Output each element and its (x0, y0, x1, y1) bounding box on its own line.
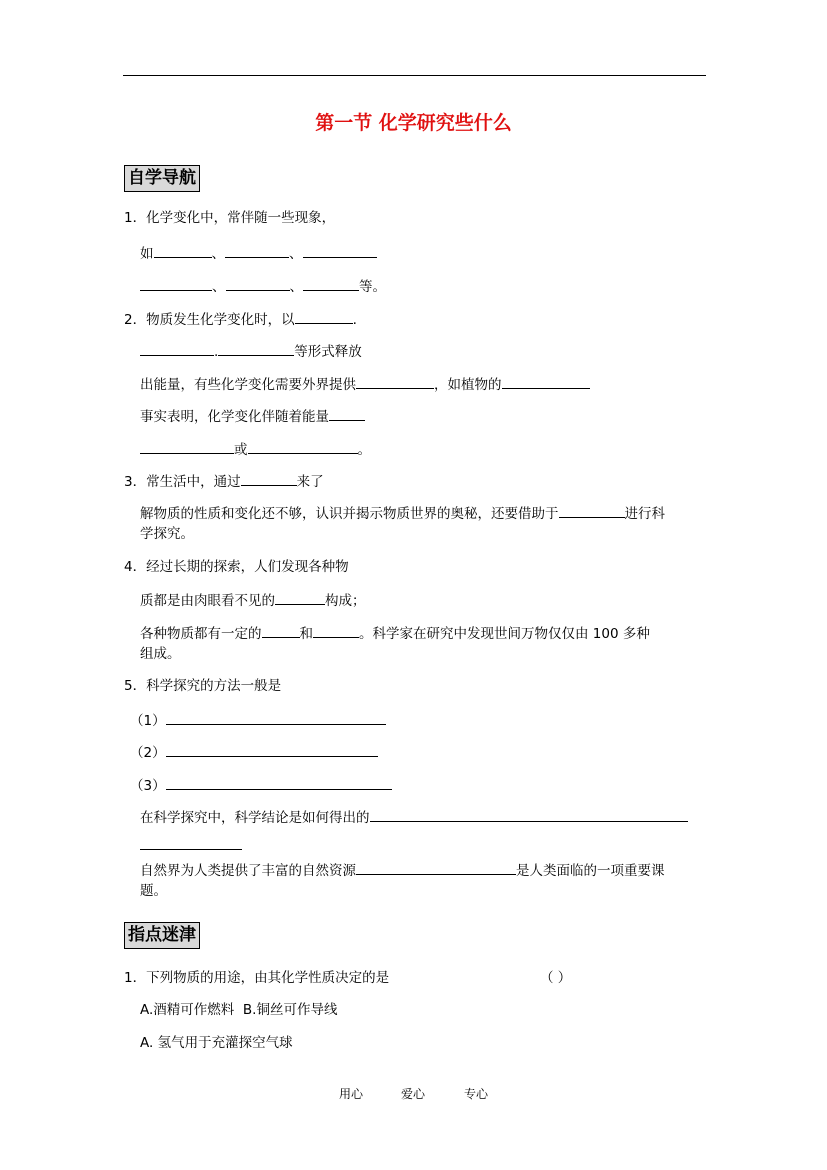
q4-line1: 4．经过长期的探索，人们发现各种物 (124, 559, 349, 575)
blank (140, 439, 234, 454)
q1-line3 (140, 276, 386, 296)
p1-option-a: A.酒精可作燃料 (140, 1002, 235, 1018)
blank (225, 243, 289, 258)
blank (356, 374, 434, 389)
q2-or: 或 (234, 442, 248, 458)
q5-item1 (130, 710, 386, 730)
blank (313, 623, 359, 638)
p1-question: 1．下列物质的用途，由其化学性质决定的是 (124, 970, 390, 986)
q1-prefix: 如 (140, 246, 154, 262)
q4-text-a: 各种物质都有一定的 (140, 626, 262, 642)
q2-line5 (140, 439, 371, 459)
q5-line6 (140, 835, 242, 855)
blank (303, 276, 359, 291)
q4-text-b: 构成； (325, 593, 366, 609)
blank (248, 439, 358, 454)
q4-line4: 组成。 (140, 646, 181, 662)
q2-dot: . (352, 312, 357, 328)
blank (329, 406, 365, 421)
q4-text-c: 。科学家在研究中发现世间万物仅仅由 100 多种 (359, 626, 650, 642)
q1-sep: 、 (289, 279, 303, 295)
blank (166, 775, 392, 790)
q5-item-label: （3） (130, 778, 166, 794)
section-heading-self-study: 自学导航 (124, 165, 200, 192)
p1-option-b: B.铜丝可作导线 (242, 1002, 338, 1018)
q3-line2 (140, 503, 665, 523)
q3-text-b: 来了 (296, 474, 324, 490)
blank (140, 276, 212, 291)
blank (303, 243, 377, 258)
q2-line1 (124, 309, 357, 329)
q5-text-a: 自然界为人类提供了丰富的自然资源 (140, 863, 356, 879)
q2-text-a: 出能量，有些化学变化需要外界提供 (140, 377, 356, 393)
blank (154, 243, 212, 258)
page-title: 第一节 化学研究些什么 (315, 112, 512, 134)
blank (262, 623, 300, 638)
q4-line2 (140, 590, 366, 610)
footer-text-2: 爱心 (401, 1087, 426, 1101)
blank (275, 590, 325, 605)
q1-sep: 、 (212, 279, 226, 295)
q5-item-label: （1） (130, 713, 166, 729)
q1-sep: 、 (289, 246, 303, 262)
footer-text-1: 用心 (339, 1087, 364, 1101)
blank (166, 742, 378, 757)
p1-answer-paren: （ ） (540, 970, 572, 986)
q1-sep: 、 (211, 246, 225, 262)
q5-text: 在科学探究中，科学结论是如何得出的 (140, 810, 370, 826)
header-rule (123, 75, 706, 76)
blank (356, 860, 516, 875)
blank (140, 341, 214, 356)
section-heading-guidance: 指点迷津 (124, 922, 200, 949)
q2-line3 (140, 374, 590, 394)
q3-text-b: 进行科 (624, 506, 665, 522)
q2-suffix: 等形式释放 (294, 344, 362, 360)
q5-item-label: （2） (130, 745, 166, 761)
q2-end: 。 (357, 442, 371, 458)
q4-line3 (140, 623, 650, 643)
q5-item2 (130, 742, 378, 762)
blank (559, 503, 625, 518)
q2-line2 (140, 341, 362, 361)
footer-text-3: 专心 (464, 1087, 489, 1101)
q4-text-a: 质都是由肉眼看不见的 (140, 593, 275, 609)
q3-text-a: 3．常生活中，通过 (124, 474, 241, 490)
blank (295, 309, 353, 324)
q5-line1: 5．科学探究的方法一般是 (124, 678, 282, 694)
p1-option-a2: A. 氢气用于充灌探空气球 (140, 1035, 293, 1051)
blank (502, 374, 590, 389)
q2-dot: . (214, 344, 219, 360)
q5-item3 (130, 775, 392, 795)
q2-text-b: ，如植物的 (434, 377, 502, 393)
q2-line4 (140, 406, 365, 426)
blank (140, 835, 242, 850)
blank (226, 276, 290, 291)
q3-line1 (124, 471, 324, 491)
q1-end: 等。 (359, 279, 386, 295)
q5-text-b: 是人类面临的一项重要课 (516, 863, 665, 879)
q3-line3: 学探究。 (140, 526, 194, 542)
p1-options (140, 1001, 337, 1019)
q5-line5 (140, 807, 688, 827)
blank (370, 807, 688, 822)
blank (241, 471, 297, 486)
q1-line2 (140, 243, 377, 263)
blank (218, 341, 294, 356)
q4-text-b: 和 (299, 626, 313, 642)
q3-text-a: 解物质的性质和变化还不够，认识并揭示物质世界的奥秘，还要借助于 (140, 506, 559, 522)
q1-line1: 1．化学变化中，常伴随一些现象， (124, 210, 336, 226)
q2-text: 事实表明，化学变化伴随着能量 (140, 409, 329, 425)
q5-line8: 题。 (140, 883, 167, 899)
q5-line7 (140, 860, 665, 880)
blank (166, 710, 386, 725)
q2-text: 2．物质发生化学变化时，以 (124, 312, 295, 328)
